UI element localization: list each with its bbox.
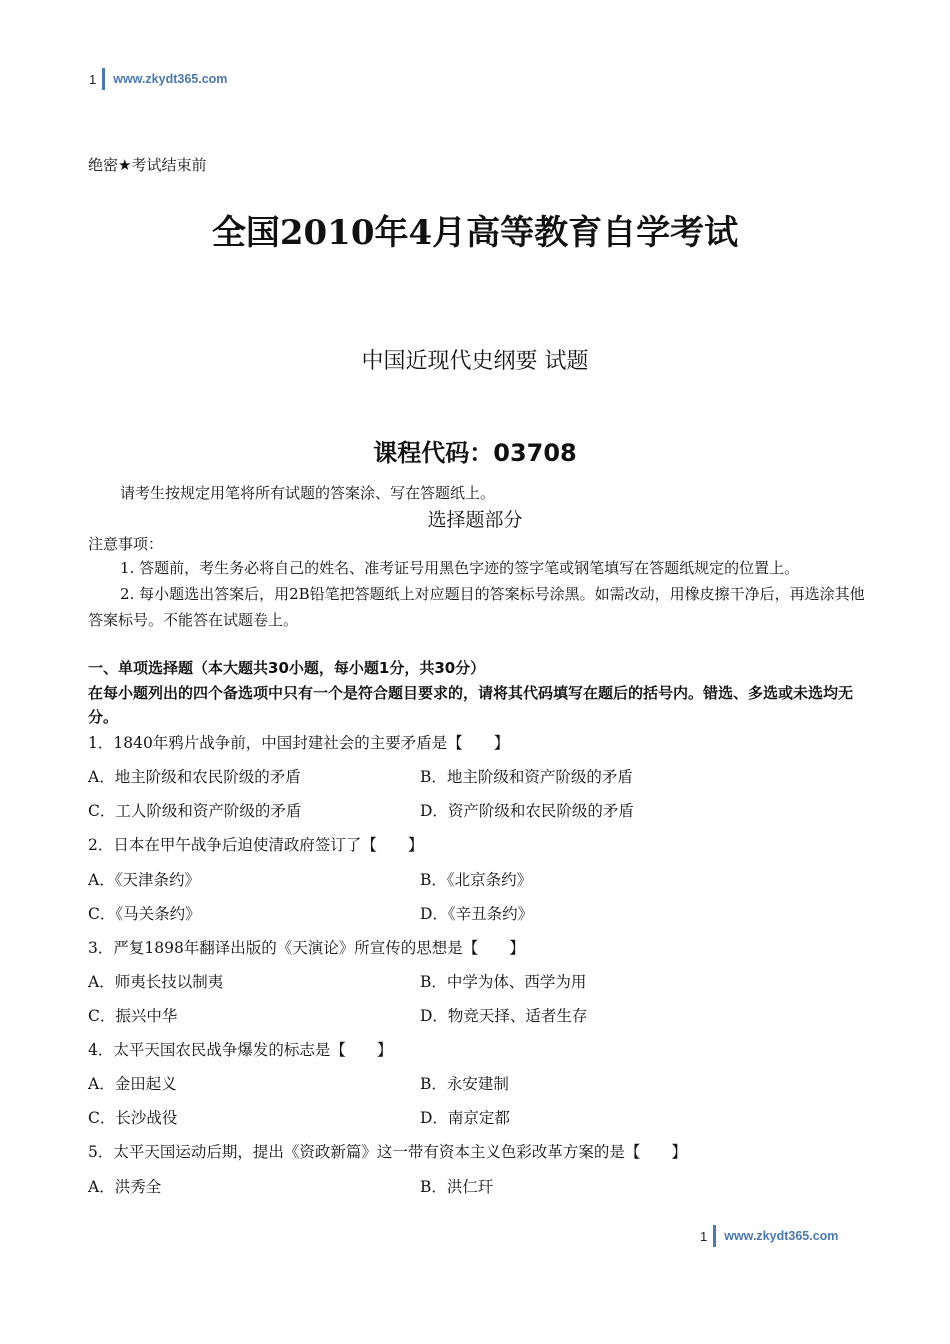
footer-url[interactable]: www.zkydt365.com [724, 1229, 839, 1243]
notice-item: 1. 答题前，考生务必将自己的姓名、准考证号用黑色字迹的签字笔或钢笔填写在答题纸规定的位置上。 [120, 559, 800, 577]
part-label: 选择题部分 [427, 509, 523, 531]
question-option: A．地主阶级和农民阶级的矛盾 [88, 768, 301, 786]
question-option: B．《北京条约》 [420, 871, 533, 889]
notice-list [88, 555, 868, 633]
question-option: B．洪仁玕 [420, 1178, 494, 1196]
question-stem: 5．太平天国运动后期，提出《资政新篇》这一带有资本主义色彩改革方案的是【 】 [88, 1143, 687, 1161]
notice-heading: 注意事项： [88, 535, 164, 553]
question-option: D．《辛丑条约》 [420, 905, 534, 923]
header-divider [102, 68, 105, 90]
exam-subtitle: 中国近现代史纲要 试题 [361, 349, 589, 374]
page-header [89, 68, 227, 90]
page-footer [700, 1225, 838, 1247]
question-stem: 3．严复1898年翻译出版的《天演论》所宣传的思想是【 】 [88, 939, 525, 957]
question-option: B．中学为体、西学为用 [420, 973, 587, 991]
question-option: A．洪秀全 [88, 1178, 162, 1196]
question-option: A．《天津条约》 [88, 871, 200, 889]
question-stem: 2．日本在甲午战争后迫使清政府签订了【 】 [88, 836, 424, 854]
question-option: A．金田起义 [88, 1075, 177, 1093]
question-option: C．振兴中华 [88, 1007, 178, 1025]
question-option: D．南京定都 [420, 1109, 510, 1127]
instruction: 请考生按规定用笔将所有试题的答案涂、写在答题纸上。 [120, 484, 496, 502]
footer-page-number: 1 [700, 1228, 708, 1244]
header-url[interactable]: www.zkydt365.com [113, 72, 228, 86]
question-option: D．资产阶级和农民阶级的矛盾 [420, 802, 634, 820]
section-title: 一、单项选择题（本大题共30小题，每小题1分，共30分） [88, 659, 486, 677]
exam-title: 全国2010年4月高等教育自学考试 [211, 213, 739, 253]
secret-label: 绝密★考试结束前 [88, 156, 207, 174]
section-description: 在每小题列出的四个备选项中只有一个是符合题目要求的，请将其代码填写在题后的括号内。错选、多选或未选均无分。 [88, 684, 854, 726]
question-stem: 4．太平天国农民战争爆发的标志是【 】 [88, 1041, 393, 1059]
course-code: 课程代码：03708 [373, 439, 577, 467]
notice-item: 2. 每小题选出答案后，用2B铅笔把答题纸上对应题目的答案标号涂黑。如需改动，用橡皮擦干净后，再选涂其他答案标号。不能答在试题卷上。 [88, 585, 865, 629]
question-option: A．师夷长技以制夷 [88, 973, 224, 991]
question-option: C．工人阶级和资产阶级的矛盾 [88, 802, 302, 820]
footer-divider [713, 1225, 716, 1247]
question-option: B．永安建制 [420, 1075, 509, 1093]
question-option: B．地主阶级和资产阶级的矛盾 [420, 768, 633, 786]
question-option: D．物竞天择、适者生存 [420, 1007, 588, 1025]
question-option: C．长沙战役 [88, 1109, 178, 1127]
header-page-number: 1 [89, 71, 97, 87]
question-option: C．《马关条约》 [88, 905, 201, 923]
question-stem: 1．1840年鸦片战争前，中国封建社会的主要矛盾是【 】 [88, 734, 510, 752]
